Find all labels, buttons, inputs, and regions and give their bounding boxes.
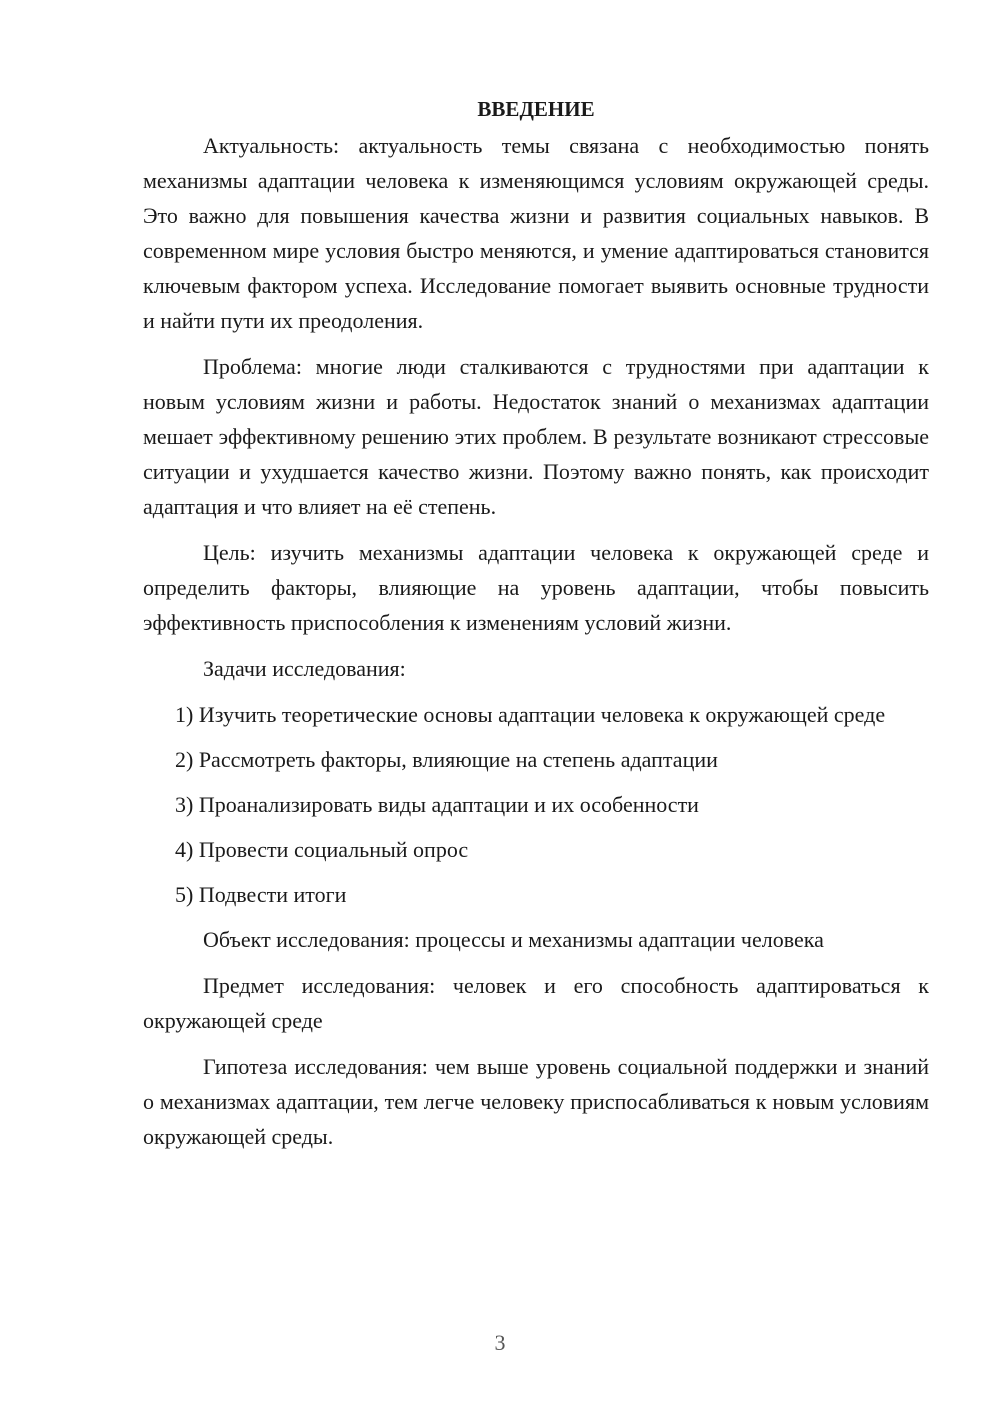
task-item-4: 4) Провести социальный опрос	[175, 837, 469, 862]
paragraph-object: Объект исследования: процессы и механизмы адаптации человека	[203, 927, 824, 952]
paragraph-tasks-heading: Задачи исследования:	[203, 656, 406, 681]
document-page	[143, 92, 929, 1165]
paragraph-goal: Цель: изучить механизмы адаптации человека к окружающей среде и определить факторы, влияющие на уровень адаптации, чтобы повысить эффективность приспособления к изменениям условий жизни.	[143, 540, 929, 635]
page-title: ВВЕДЕНИЕ	[477, 97, 595, 121]
task-item-1: 1) Изучить теоретические основы адаптации человека к окружающей среде	[175, 702, 886, 727]
task-item-3: 3) Проанализировать виды адаптации и их особенности	[175, 792, 699, 817]
page-number: 3	[494, 1330, 506, 1355]
task-item-2: 2) Рассмотреть факторы, влияющие на степень адаптации	[175, 747, 718, 772]
paragraph-problem: Проблема: многие люди сталкиваются с трудностями при адаптации к новым условиям жизни и работы. Недостаток знаний о механизмах адаптации мешает эффективному решению этих проблем. В результате возникают стрессовые ситуации и ухудшается качество жизни. Поэтому важно понять, как происходит адаптация и что влияет на её степень.	[143, 354, 929, 519]
paragraph-hypothesis: Гипотеза исследования: чем выше уровень социальной поддержки и знаний о механизмах адаптации, тем легче человеку приспосабливаться к новым условиям окружающей среды.	[143, 1054, 929, 1149]
task-item-5: 5) Подвести итоги	[175, 882, 347, 907]
paragraph-subject: Предмет исследования: человек и его способность адаптироваться к окружающей среде	[143, 973, 929, 1033]
paragraph-relevance: Актуальность: актуальность темы связана с необходимостью понять механизмы адаптации человека к изменяющимся условиям окружающей среды. Это важно для повышения качества жизни и развития социальных навыков. В современном мире условия быстро меняются, и умение адаптироваться становится ключевым фактором успеха. Исследование помогает выявить основные трудности и найти пути их преодоления.	[143, 133, 929, 333]
